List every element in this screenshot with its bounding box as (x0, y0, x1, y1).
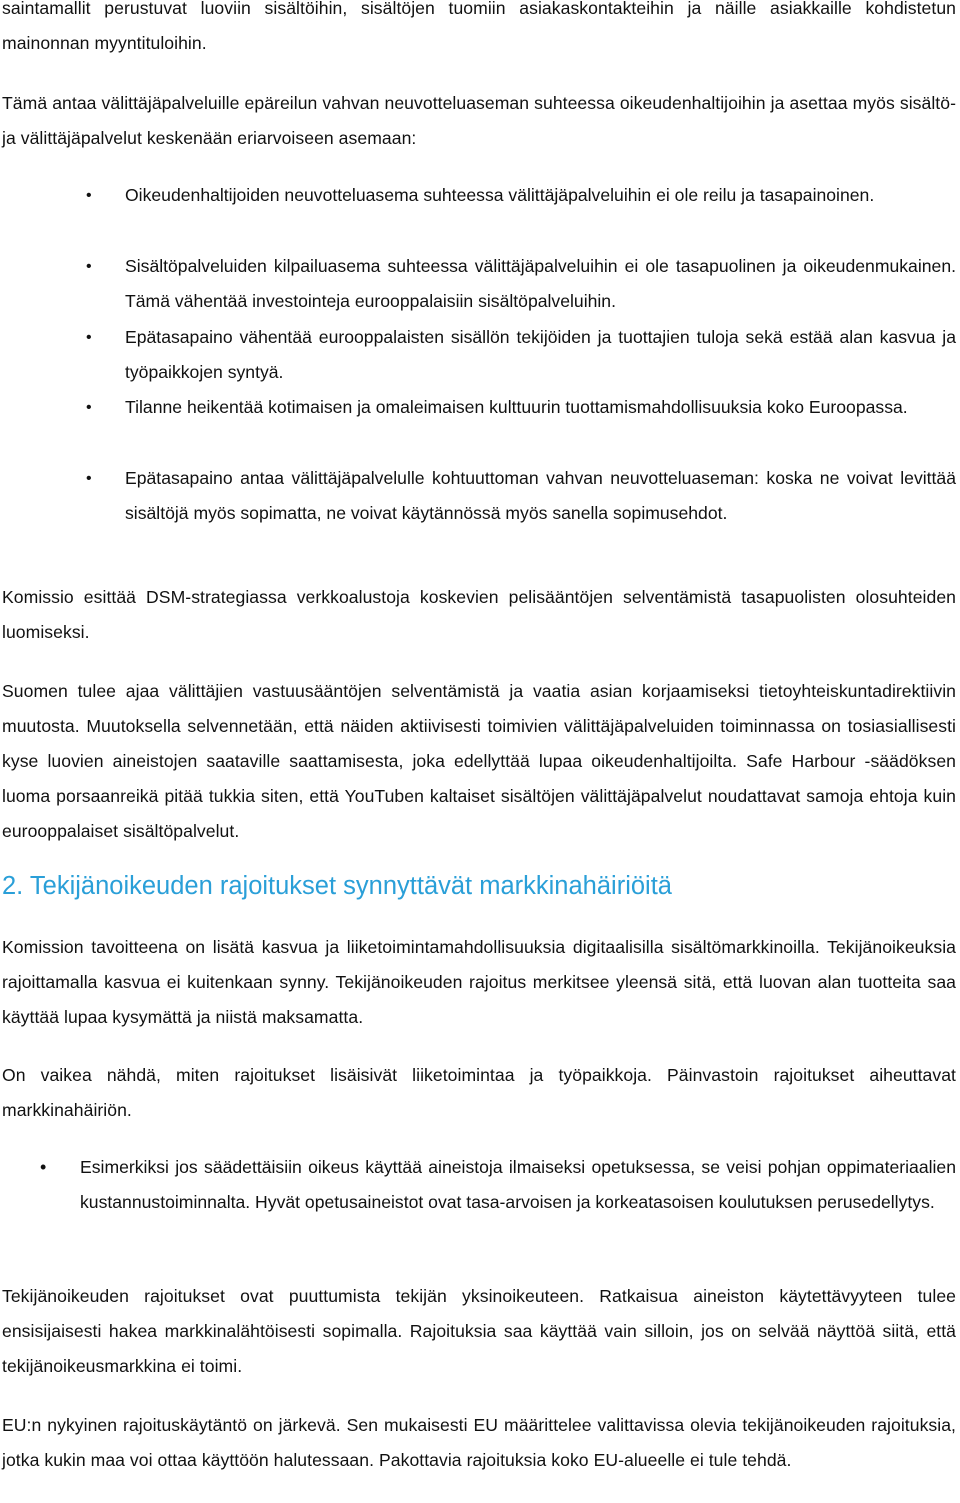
bullet-icon: • (86, 399, 92, 416)
list-item-text: Esimerkiksi jos säädettäisiin oikeus käyttää aineistoja ilmaiseksi opetuksessa, se veisi pohjan oppimateriaalien kustannustoiminnalta. Hyvät opetusaineistot ovat tasa-arvoisen ja korkeatasoisen koulutuksen perusedellytys. (80, 1157, 956, 1212)
bullet-icon: • (86, 258, 92, 275)
imbalance-paragraph: Tämä antaa välittäjäpalveluille epäreilun vahvan neuvotteluaseman suhteessa oikeudenhaltijoihin ja asettaa myös sisältö- ja välittäjäpalvelut keskenään eriarvoiseen asemaan: (2, 93, 956, 148)
bullet-icon: • (40, 1157, 47, 1177)
goal-paragraph: Komission tavoitteena on lisätä kasvua ja liiketoimintamahdollisuuksia digitaalisilla sisältömarkkinoilla. Tekijänoikeuksia rajoittamalla kasvua ei kuitenkaan synny. Tekijänoikeuden rajoitus merkitsee yleensä sitä, että luovan alan tuotteita saa käyttää lupaa kysymättä ja niistä maksamatta. (2, 937, 956, 1027)
list-item-text: Tilanne heikentää kotimaisen ja omaleimaisen kulttuurin tuottamismahdollisuuksia koko Euroopassa. (125, 397, 908, 417)
intro-tail-paragraph: saintamallit perustuvat luoviin sisältöihin, sisältöjen tuomiin asiakaskontakteihin ja näille asiakkaille kohdistetun mainonnan myyntituloihin. (2, 0, 956, 53)
list-item-text: Epätasapaino antaa välittäjäpalvelulle kohtuuttoman vahvan neuvotteluaseman: koska ne voivat levittää sisältöjä myös sopimatta, ne voivat käytännössä myös sanella sopimusehdot. (125, 468, 956, 523)
list-item-text: Epätasapaino vähentää eurooppalaisten sisällön tekijöiden ja tuottajien tuloja sekä estää alan kasvua ja työpaikkojen syntyä. (125, 327, 956, 382)
bullet-icon: • (86, 329, 92, 346)
section-heading: 2. Tekijänoikeuden rajoitukset synnyttävät markkinahäiriöitä (2, 872, 672, 900)
difficulty-paragraph: On vaikea nähdä, miten rajoitukset lisäisivät liiketoimintaa ja työpaikkoja. Päinvastoin rajoitukset aiheuttavat markkinahäiriön. (2, 1065, 956, 1120)
eu-practice-paragraph: EU:n nykyinen rajoituskäytäntö on järkevä. Sen mukaisesti EU määrittelee valittavissa olevia tekijänoikeuden rajoituksia, jotka kukin maa voi ottaa käyttöön halutessaan. Pakottavia rajoituksia koko EU-alueelle ei tule tehdä. (2, 1415, 956, 1470)
commission-paragraph: Komissio esittää DSM-strategiassa verkkoalustoja koskevien pelisääntöjen selventämistä tasapuolisten olosuhteiden luomiseksi. (2, 587, 956, 642)
exclusive-right-paragraph: Tekijänoikeuden rajoitukset ovat puuttumista tekijän yksinoikeuteen. Ratkaisua aineiston käytettävyyteen tulee ensisijaisesti hakea markkinalähtöisesti sopimalla. Rajoituksia saa käyttää vain silloin, jos on selvää näyttöä siitä, että tekijänoikeusmarkkina ei toimi. (2, 1286, 956, 1376)
finland-paragraph: Suomen tulee ajaa välittäjien vastuusääntöjen selventämistä ja vaatia asian korjaamiseksi tietoyhteiskuntadirektiivin muutosta. Muutoksella selvennetään, että näiden aktiivisesti toimivien välittäjäpalveluiden toiminnassa on tosiasiallisesti kyse luovien aineistojen saataville saattamisesta, joka edellyttää lupaa oikeudenhaltijoilta. Safe Harbour -säädöksen luoma porsaanreikä pitää tukkia siten, että YouTuben kaltaiset sisältöjen välittäjäpalvelut noudattavat samoja ehtoja kuin eurooppalaiset sisältöpalvelut. (2, 681, 956, 841)
bullet-icon: • (86, 187, 92, 204)
list-item-text: Sisältöpalveluiden kilpailuasema suhteessa välittäjäpalveluihin ei ole tasapuolinen ja oikeudenmukainen. Tämä vähentää investointeja eurooppalaisiin sisältöpalveluihin. (125, 256, 956, 311)
list-item-text: Oikeudenhaltijoiden neuvotteluasema suhteessa välittäjäpalveluihin ei ole reilu ja tasapainoinen. (125, 185, 875, 205)
bullet-icon: • (86, 470, 92, 487)
